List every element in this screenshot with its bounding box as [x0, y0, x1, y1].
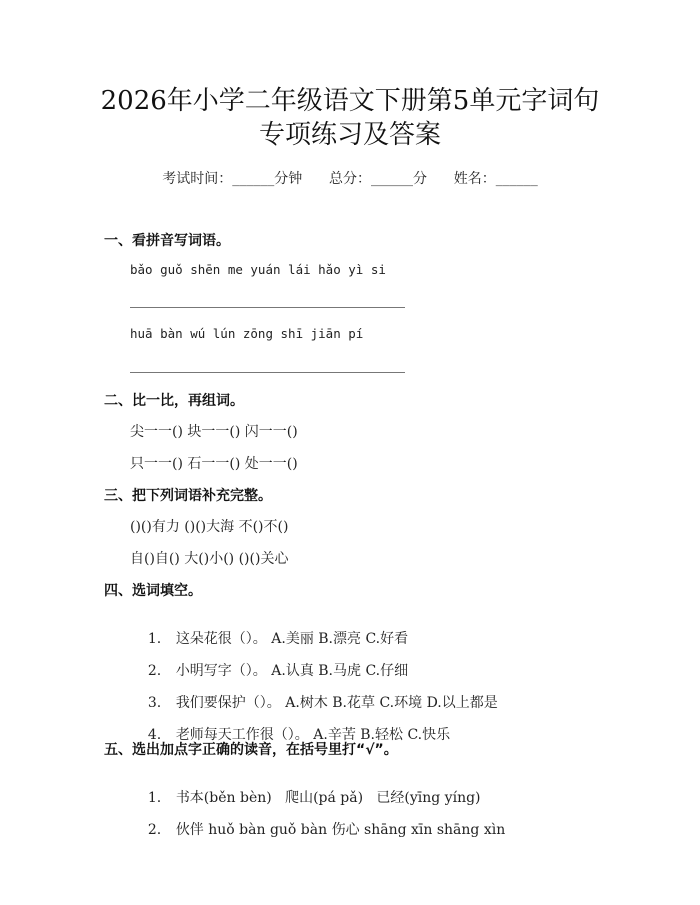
list-item [130, 803, 505, 855]
page-title-line2: 专项练习及答案 [258, 120, 441, 150]
complete-row-1: ()()有力 ()()大海 不()不() [130, 519, 289, 535]
complete-row-2: 自()自() 大()小() ()()关心 [130, 551, 289, 567]
answer-line-1[interactable] [130, 307, 405, 308]
pinyin-row-2: huā bàn wú lún zōng shī jiān pí [130, 326, 364, 341]
item-text: 老师每天工作很（）。 A.辛苦 B.轻松 C.快乐 [175, 727, 451, 743]
exam-time: 考试时间：______分钟 [162, 171, 303, 187]
item-text: 小明写字（）。 A.认真 B.马虎 C.仔细 [175, 663, 409, 679]
page-title: 2026年小学二年级语文下册第5单元字词句 [100, 86, 600, 116]
compare-row-1: 尖一一() 块一一() 闪一一() [130, 424, 298, 440]
item-number: 4. [147, 727, 162, 743]
pinyin-row-1: bǎo guǒ shēn me yuán lái hǎo yì si [130, 262, 386, 277]
item-number: 1. [147, 790, 162, 806]
section-2-heading: 二、比一比，再组词。 [104, 393, 244, 409]
item-number: 1. [147, 631, 162, 647]
item-number: 2. [147, 822, 162, 838]
student-name: 姓名：______ [453, 171, 538, 187]
item-number: 3. [147, 695, 162, 711]
section-1-heading: 一、看拼音写词语。 [104, 233, 230, 249]
item-number: 2. [147, 663, 162, 679]
section-4-heading: 四、选词填空。 [104, 583, 202, 599]
exam-score: 总分：______分 [329, 171, 427, 187]
section-5-heading: 五、选出加点字正确的读音，在括号里打“√”。 [104, 742, 398, 758]
item-text: 我们要保护（）。 A.树木 B.花草 C.环境 D.以上都是 [175, 695, 498, 711]
item-text: 书本(běn bèn) 爬山(pá pǎ) 已经(yīng yíng) [175, 790, 481, 806]
compare-row-2: 只一一() 石一一() 处一一() [130, 456, 298, 472]
exam-meta [0, 168, 700, 188]
item-text: 伙伴 huǒ bàn guǒ bàn 伤心 shāng xīn shāng xìn [175, 822, 506, 838]
item-text: 这朵花很（）。 A.美丽 B.漂亮 C.好看 [175, 631, 409, 647]
answer-line-2[interactable] [130, 372, 405, 373]
section-3-heading: 三、把下列词语补充完整。 [104, 488, 272, 504]
